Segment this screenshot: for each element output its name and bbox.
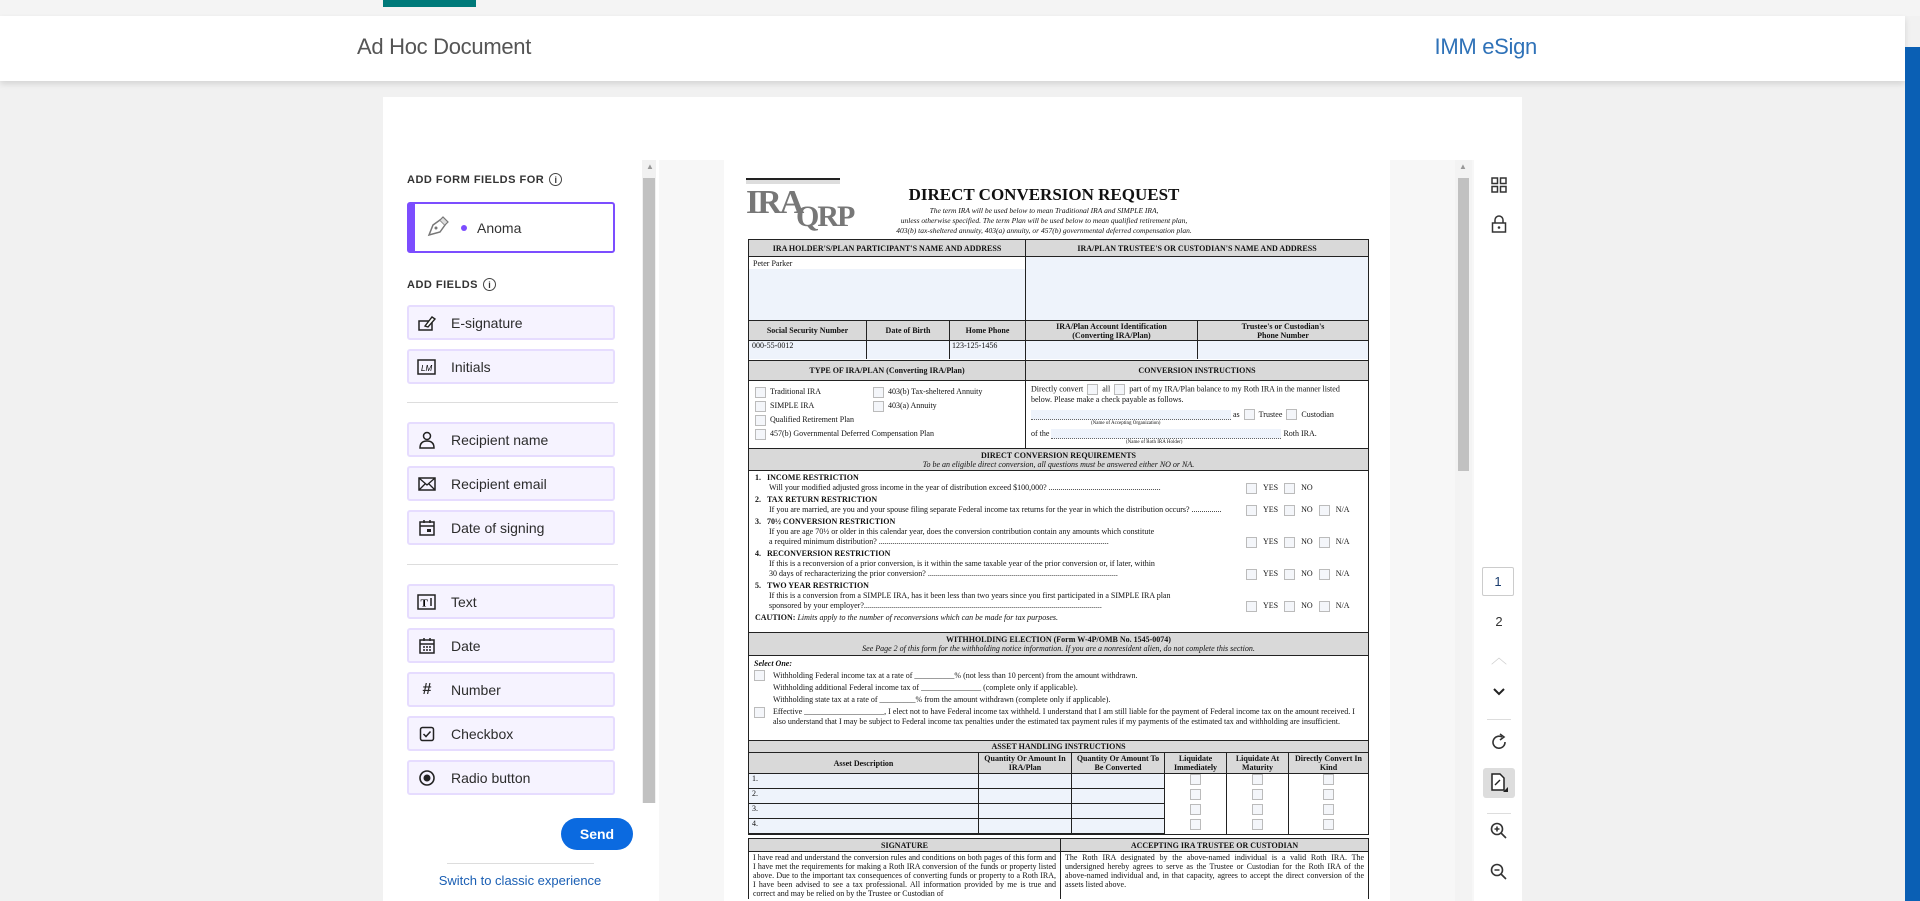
main-card xyxy=(383,97,1522,901)
section-header: IRA/PLAN TRUSTEE'S OR CUSTODIAN'S NAME AND ADDRESS xyxy=(1026,240,1368,257)
custodian-checkbox[interactable] xyxy=(1286,409,1297,420)
answer-checkbox[interactable] xyxy=(1246,601,1257,612)
col-header: Liquidate At Maturity xyxy=(1227,753,1289,773)
divider xyxy=(407,564,618,565)
radio-icon xyxy=(417,768,437,788)
signature-table xyxy=(748,838,1369,899)
field-checkbox[interactable] xyxy=(407,716,615,751)
page-2-button[interactable]: 2 xyxy=(1495,614,1503,629)
asset-checkbox[interactable] xyxy=(1190,789,1201,800)
divider xyxy=(447,863,594,864)
requirement-question: sponsored by your employer?....................................................................................................................... xyxy=(769,601,1102,610)
thumbnails-icon[interactable] xyxy=(1487,177,1511,198)
signature-icon xyxy=(417,313,437,333)
type-option[interactable]: 403(b) Tax-sheltered Annuity xyxy=(869,385,982,399)
asset-checkbox[interactable] xyxy=(1323,774,1334,785)
requirement-title: TWO YEAR RESTRICTION xyxy=(767,581,869,590)
amount-converted-field[interactable] xyxy=(1072,774,1165,789)
rotate-icon[interactable] xyxy=(1487,733,1511,756)
chevron-down-icon[interactable] xyxy=(1487,683,1511,701)
accepting-org-field[interactable] xyxy=(1031,410,1231,420)
active-tab-indicator xyxy=(383,0,476,7)
answer-checkbox[interactable] xyxy=(1284,569,1295,580)
page-1-button[interactable]: 1 xyxy=(1482,567,1514,596)
field-recipient-name[interactable] xyxy=(407,422,615,457)
section-header: SIGNATURE xyxy=(749,839,1060,852)
asset-row xyxy=(749,804,1368,819)
ira-qrp-logo: IRA QRP xyxy=(746,178,856,238)
section-subheader: To be an eligible direct conversion, all questions must be answered either NO or NA. xyxy=(922,459,1195,469)
requirement-item: 1. INCOME RESTRICTION Will your modified adjusted gross income in the year of distribution exceed $100,000? ........................................................ YES NO xyxy=(755,473,1313,492)
type-option[interactable]: 457(b) Governmental Deferred Compensation Plan xyxy=(751,427,1023,441)
withholding-line: Withholding Federal income tax at a rate of __________% (not less than 10 percent) from the amount withdrawn. xyxy=(773,671,1138,680)
recipient-name: Anoma xyxy=(477,219,522,236)
requirement-question: If you are age 70½ or older in this calendar year, does the conversion contribution contain any amounts which constitute xyxy=(769,527,1155,536)
asset-checkbox[interactable] xyxy=(1190,804,1201,815)
type-option[interactable]: 403(a) Annuity xyxy=(869,399,982,413)
holder-name: Peter Parker xyxy=(753,259,793,268)
app-header xyxy=(0,16,1905,81)
scroll-thumb[interactable] xyxy=(1458,178,1469,471)
caution-text: Limits apply to the number of reconversions which can be made for tax purposes. xyxy=(797,613,1059,622)
answer-checkbox[interactable] xyxy=(1246,569,1257,580)
asset-checkbox[interactable] xyxy=(1252,789,1263,800)
col-header: Social Security Number xyxy=(749,321,867,340)
chevron-up-icon[interactable]: ︿ xyxy=(1490,650,1507,667)
text-field-icon xyxy=(417,592,437,612)
amount-in-plan-field[interactable] xyxy=(979,819,1072,834)
answer-checkbox[interactable] xyxy=(1319,537,1330,548)
asset-checkbox[interactable] xyxy=(1252,774,1263,785)
caution-label: CAUTION: xyxy=(755,613,796,622)
form-fields-for-label xyxy=(407,173,562,186)
checkbox[interactable] xyxy=(873,401,884,412)
svg-text:T: T xyxy=(420,597,428,609)
field-label: Date of signing xyxy=(451,519,545,536)
requirement-item: 3. 70½ CONVERSION RESTRICTION If you are age 70½ or older in this calendar year, does the conversion contribution contain any amounts which constitute a required minimum distribution? ................................................................................................................... YES NO N/A xyxy=(755,517,1362,548)
col-header: Directly Convert In Kind xyxy=(1295,754,1362,772)
asset-description-field[interactable]: 3. xyxy=(749,804,979,819)
field-label: Initials xyxy=(451,358,491,375)
checkbox[interactable] xyxy=(873,387,884,398)
field-label: Date xyxy=(451,637,481,654)
switch-classic-link[interactable]: Switch to classic experience xyxy=(438,873,602,888)
section-header: WITHHOLDING ELECTION (Form W-4P/OMB No. 1545-0074) xyxy=(946,635,1171,644)
answer-checkbox[interactable] xyxy=(1319,505,1330,516)
person-icon xyxy=(417,430,437,450)
requirement-item: 5. TWO YEAR RESTRICTION If this is a conversion from a SIMPLE IRA, has it been less than two years since you first participated in a SIMPLE IRA plan sponsored by your employer?....................................................................................................................... YES NO N/A xyxy=(755,581,1362,612)
brand-name[interactable]: IMM eSign xyxy=(1434,34,1537,59)
divider xyxy=(1487,719,1511,720)
trustee-checkbox[interactable] xyxy=(1244,409,1255,420)
asset-checkbox[interactable] xyxy=(1252,804,1263,815)
asset-row xyxy=(749,789,1368,804)
answer-checkbox[interactable] xyxy=(1246,505,1257,516)
amount-converted-field[interactable] xyxy=(1072,789,1165,804)
asset-checkbox[interactable] xyxy=(1190,819,1201,830)
checkbox[interactable] xyxy=(755,415,766,426)
requirement-title: 70½ CONVERSION RESTRICTION xyxy=(767,517,896,526)
divider xyxy=(1487,813,1511,814)
hash-icon: # xyxy=(422,680,432,698)
send-button[interactable]: Send xyxy=(561,818,633,850)
requirements-list xyxy=(749,471,1368,625)
scroll-up-arrow[interactable]: ▲ xyxy=(646,162,654,171)
answer-checkbox[interactable] xyxy=(1284,505,1295,516)
field-date[interactable] xyxy=(407,628,615,663)
envelope-icon xyxy=(417,474,437,494)
field-recipient-email[interactable] xyxy=(407,466,615,501)
info-icon[interactable]: i xyxy=(549,173,562,186)
asset-description-field[interactable]: 4. xyxy=(749,819,979,834)
asset-rows xyxy=(749,774,1368,834)
divider xyxy=(407,402,618,403)
field-initials[interactable] xyxy=(407,349,615,384)
requirement-question: Will your modified adjusted gross income in the year of distribution exceed $100,000? ........................................................ xyxy=(769,483,1161,492)
asset-checkbox[interactable] xyxy=(1252,819,1263,830)
calendar-icon xyxy=(417,518,437,538)
amount-in-plan-field[interactable] xyxy=(979,789,1072,804)
requirement-title: RECONVERSION RESTRICTION xyxy=(767,549,891,558)
label-text: ADD FIELDS xyxy=(407,278,478,291)
section-subheader: See Page 2 of this form for the withholding notice information. If you are a nonresident alien, do not complete this section. xyxy=(862,644,1255,653)
no-withholding-checkbox[interactable] xyxy=(754,707,765,718)
field-label: Number xyxy=(451,681,501,698)
checkbox-icon xyxy=(417,724,437,744)
withholding-checkbox[interactable] xyxy=(754,670,765,681)
document-subtitle: The term IRA will be used below to mean Traditional IRA and SIMPLE IRA, unless otherwise specified. The term Plan will be used below to mean qualified retirement plan, 403(b) tax-sheltered annuity, 403(a) annuity, or 457(b) governmental deferred compensation plan. xyxy=(896,206,1192,235)
section-header: ACCEPTING IRA TRUSTEE OR CUSTODIAN xyxy=(1061,839,1368,852)
requirement-title: TAX RETURN RESTRICTION xyxy=(767,495,878,504)
scroll-up-arrow[interactable]: ▲ xyxy=(1459,162,1467,171)
page-title: Ad Hoc Document xyxy=(357,34,532,59)
type-option[interactable]: Traditional IRA xyxy=(751,385,869,399)
answer-checkbox[interactable] xyxy=(1246,537,1257,548)
add-fields-label xyxy=(407,278,496,291)
col-header: Liquidate Immediately xyxy=(1165,753,1227,773)
field-number[interactable] xyxy=(407,672,615,707)
field-label: Recipient email xyxy=(451,475,547,492)
calendar-grid-icon xyxy=(417,636,437,656)
answer-checkbox[interactable] xyxy=(1246,483,1257,494)
type-option[interactable]: Qualified Retirement Plan xyxy=(751,413,1023,427)
col-header: IRA/Plan Account Identification (Converting IRA/Plan) xyxy=(1026,321,1198,340)
field-label: Radio button xyxy=(451,769,531,786)
field-label: Text xyxy=(451,593,477,610)
requirement-question: If this is a reconversion of a prior conversion, is it within the same taxable year of the prior conversion or, if later, within xyxy=(769,559,1155,568)
document-scrollbar[interactable] xyxy=(1455,160,1472,901)
asset-row xyxy=(749,819,1368,834)
form-table: IRA HOLDER'S/PLAN PARTICIPANT'S NAME AND ADDRESS Peter Parker Social Security Number Date of Birth Home Phone 000-55-0012 123-125-1456 IRA/PLAN TRUSTEE'S OR CUSTODIAN'S NAME AND ADDRESS IRA/Plan Account Identification (Converting IRA/Plan) Trustee's or Custodian's Phone Number TYPE OF IRA/PLAN (Converting IRA/Plan) Traditional IRA SIMPLE IRA 403(b) Tax-sheltered Annuity 403(a) Annuity Qualified Retirement Plan 457(b) Governmental Deferred Compensation Plan CONVERSION INSTRUCTIONS Directly convert all part of my IRA/Plan balance to my Roth IRA in the manner listed below. Please make a check payable as follows. as Trustee Custodian (Name of Accepting Organization) of the Roth IRA. (Name of Roth IRA Holder) DIRECT CONVERSION REQUIREMENTS To be an eligible direct conversion, all questions must be answered either NO or NA. 1. INCOME RESTRICTION Will your modified adjusted gross income in the year of distribution exceed $100,000? ........................................................ YES NO 2. TAX RETURN RESTRICTION If you are married, are you and your spouse filing separate Federal income tax returns for the year in which the distribution occurs? ............... YES NO N/A 3. 70½ CONVERSION RESTRICTION If you are age 70½ or older in this calendar year, does the conversion contribution contain any amounts which constitute a required minimum distribution? ................................................................................................................... YES NO N/A 4. RECONVERSION RESTRICTION If this is a reconversion of a prior conversion, is it within the same taxable year of the prior conversion or, if later, within 30 days of recharacterizing the prior conversion? ............................................................................................... YES NO N/A 5. TWO YEAR RESTRICTION If this is a conversion from a SIMPLE IRA, has it been less than two years since you first participated in a SIMPLE IRA plan sponsored by your employer?....................................................................................................................... YES NO N/A CAUTION: Limits apply to the number of reconversions which can be made for tax purposes. WITHHOLDING ELECTION (Form W-4P/OMB No. 1545-0074) See Page 2 of this form for the withholding notice information. If you are a nonresident alien, do not complete this section. Select One: Withholding Federal income tax at a rate of __________% (not less than 10 percent) from the amount withdrawn. Withholding additional Federal income tax of _______________ (complete only if applicable). Withholding state tax at a rate of _________% from the amount withdrawn (complete only if applicable). Effective ____________________, I elect not to have Federal income tax withheld. I understand that I am still liable for the payment of Federal income tax on the amount received. I also understand that I may be subject to Federal income tax penalties under the estimated tax payment rules if my payments of the estimated tax and withholding are insufficient. ASSET HANDLING INSTRUCTIONS Asset Description Quantity Or Amount In IRA/Plan Quantity Or Amount To Be Converted Liquidate Immediately Liquidate At Maturity Directly Convert In Kind 1. 2. 3. 4. xyxy=(748,239,1369,835)
checkbox[interactable] xyxy=(755,429,766,440)
label-text: ADD FORM FIELDS FOR xyxy=(407,173,545,186)
document-page xyxy=(724,160,1390,901)
fields-scrollbar[interactable] xyxy=(642,160,656,803)
accepting-text: The Roth IRA designated by the above-named individual is a valid Roth IRA. The undersigned hereby agrees to serve as the Trustee or Custodian for the Roth IRA of the above-named individual and, in that capacity, agrees to accept the direct conversion of the assets listed above. xyxy=(1065,853,1364,889)
lock-icon[interactable] xyxy=(1487,215,1511,238)
col-header: Quantity Or Amount To Be Converted xyxy=(1072,753,1165,773)
section-header: IRA HOLDER'S/PLAN PARTICIPANT'S NAME AND ADDRESS xyxy=(749,240,1025,257)
home-phone-value: 123-125-1456 xyxy=(952,341,998,350)
field-radio-button[interactable] xyxy=(407,760,615,795)
field-label: Checkbox xyxy=(451,725,514,742)
asset-checkbox[interactable] xyxy=(1323,819,1334,830)
col-header: Asset Description xyxy=(749,753,979,773)
signature-text: I have read and understand the conversion rules and conditions on both pages of this form and I have met the requirements for making a Roth IRA conversion of the funds or property listed above. Due to the important tax consequences of converting funds or property to a Roth IRA, I have been advised to see a tax professional. All information provided by me is true and correct and may be relied on by the Trustee or Custodian of xyxy=(753,853,1056,898)
requirement-question: 30 days of recharacterizing the prior conversion? ............................................................................................... xyxy=(769,569,1118,578)
withholding-line: Withholding additional Federal income tax of _______________ (complete only if applicable). xyxy=(773,683,1078,692)
type-option[interactable]: SIMPLE IRA xyxy=(751,399,869,413)
trustee-name-field[interactable] xyxy=(1026,257,1368,321)
trustee-phone-field[interactable] xyxy=(1198,341,1368,359)
amount-converted-field[interactable] xyxy=(1072,804,1165,819)
recipient-color-dot xyxy=(461,225,467,231)
asset-checkbox[interactable] xyxy=(1323,789,1334,800)
select-one-label: Select One: xyxy=(754,659,792,668)
account-id-field[interactable] xyxy=(1026,341,1198,359)
checkbox[interactable] xyxy=(755,401,766,412)
fit-page-button[interactable] xyxy=(1483,768,1515,798)
section-header: ASSET HANDLING INSTRUCTIONS xyxy=(749,741,1368,753)
answer-checkbox[interactable] xyxy=(1319,601,1330,612)
convert-part-checkbox[interactable] xyxy=(1114,384,1125,395)
amount-converted-field[interactable] xyxy=(1072,819,1165,834)
document-viewer xyxy=(659,160,1474,901)
section-header: DIRECT CONVERSION REQUIREMENTS xyxy=(981,450,1136,460)
requirement-question: If this is a conversion from a SIMPLE IRA, has it been less than two years since you first participated in a SIMPLE IRA plan xyxy=(769,591,1171,600)
asset-description-field[interactable]: 1. xyxy=(749,774,979,789)
answer-checkbox[interactable] xyxy=(1284,483,1295,494)
recipient-selector[interactable] xyxy=(407,202,615,253)
field-label: E-signature xyxy=(451,314,523,331)
field-e-signature[interactable] xyxy=(407,305,615,340)
requirement-title: INCOME RESTRICTION xyxy=(767,473,859,482)
field-text[interactable] xyxy=(407,584,615,619)
pen-nib-icon xyxy=(425,214,451,241)
asset-description-field[interactable]: 2. xyxy=(749,789,979,804)
answer-checkbox[interactable] xyxy=(1284,537,1295,548)
asset-row xyxy=(749,774,1368,789)
svg-text:LM: LM xyxy=(421,363,433,373)
col-header: Quantity Or Amount In IRA/Plan xyxy=(979,753,1072,773)
field-date-of-signing[interactable] xyxy=(407,510,615,545)
asset-checkbox[interactable] xyxy=(1323,804,1334,815)
requirement-question: a required minimum distribution? ................................................................................................................... xyxy=(769,537,1109,546)
scroll-thumb[interactable] xyxy=(643,178,655,803)
field-label: Recipient name xyxy=(451,431,549,448)
asset-checkbox[interactable] xyxy=(1190,774,1201,785)
withholding-line: Effective ____________________, I elect not to have Federal income tax withheld. I understand that I am still liable for the payment of Federal income tax on the amount received. I also understand that I may be subject to Federal income tax penalties under the estimated tax payment rules if my payments of the estimated tax and withholding are insufficient. xyxy=(773,707,1355,726)
checkbox[interactable] xyxy=(755,387,766,398)
col-header: Date of Birth xyxy=(867,321,950,340)
col-header: Trustee's or Custodian's Phone Number xyxy=(1241,321,1325,340)
roth-holder-field[interactable] xyxy=(1051,429,1281,439)
dob-field[interactable] xyxy=(867,341,950,359)
zoom-out-icon[interactable] xyxy=(1487,863,1511,886)
ssn-field[interactable] xyxy=(749,341,867,359)
col-header: Home Phone xyxy=(965,326,1010,335)
answer-checkbox[interactable] xyxy=(1284,601,1295,612)
zoom-in-icon[interactable] xyxy=(1487,822,1511,845)
withholding-line: Withholding state tax at a rate of _________% from the amount withdrawn (complete only if applicable). xyxy=(773,695,1111,704)
amount-in-plan-field[interactable] xyxy=(979,804,1072,819)
section-header: CONVERSION INSTRUCTIONS xyxy=(1026,361,1368,381)
top-strip xyxy=(0,0,1920,16)
amount-in-plan-field[interactable] xyxy=(979,774,1072,789)
section-header: TYPE OF IRA/PLAN (Converting IRA/Plan) xyxy=(749,361,1025,381)
document-title: DIRECT CONVERSION REQUEST xyxy=(908,185,1180,204)
initials-icon xyxy=(417,357,437,377)
requirement-item: 2. TAX RETURN RESTRICTION If you are married, are you and your spouse filing separate Federal income tax returns for the year in which the distribution occurs? ............... YES NO N/A xyxy=(755,495,1350,514)
requirement-item: 4. RECONVERSION RESTRICTION If this is a reconversion of a prior conversion, is it within the same taxable year of the prior conversion or, if later, within 30 days of recharacterizing the prior conversion? ............................................................................................... YES NO N/A xyxy=(755,549,1362,580)
requirement-question: If you are married, are you and your spouse filing separate Federal income tax returns for the year in which the distribution occurs? ............... xyxy=(769,505,1222,514)
convert-all-checkbox[interactable] xyxy=(1087,384,1098,395)
ssn-value: 000-55-0012 xyxy=(752,341,794,350)
info-icon[interactable]: i xyxy=(483,278,496,291)
answer-checkbox[interactable] xyxy=(1319,569,1330,580)
page-scrollbar[interactable] xyxy=(1905,47,1920,901)
home-phone-field[interactable] xyxy=(950,341,1025,359)
fit-page-icon xyxy=(1489,780,1509,797)
holder-name-field[interactable] xyxy=(749,257,1025,321)
